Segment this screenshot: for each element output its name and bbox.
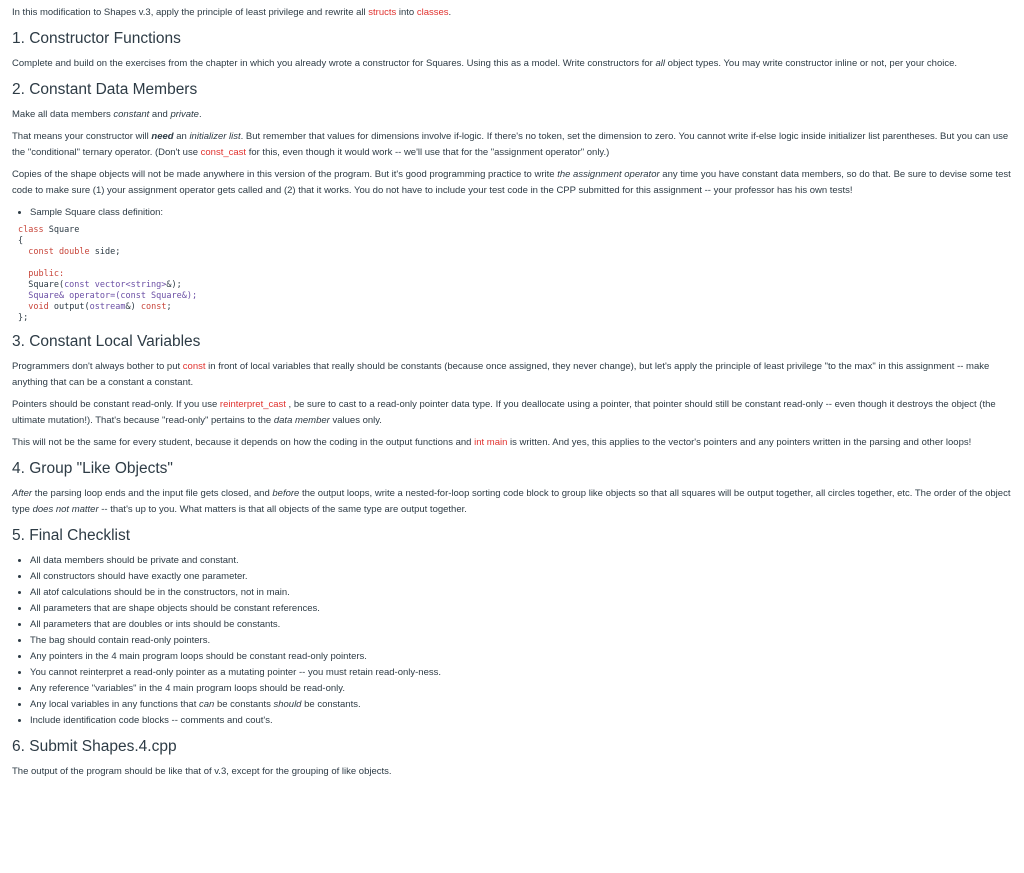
checklist-item: • The bag should contain read-only pointers. [30,633,1012,649]
code-token: const double [18,247,90,257]
emphasis: should [273,699,302,710]
text: . But remember that values for dimensions involve if-logic. If there's no token, set the dimension to zero. You cannot write if-else logic inside initializer list parentheses. But you can use the "conditional" ternary operator. (Don't use [12,131,1009,158]
structs-keyword: structs [368,7,397,18]
checklist-item: • Include identification code blocks -- comments and cout's. [30,713,1012,729]
code-token: { [18,236,24,246]
emphasis: private [170,109,199,120]
text: Make all data members [12,109,114,120]
section-heading-final-checklist: 5. Final Checklist [12,527,131,544]
text: , be sure to cast to a read-only pointer data type. If you deallocate using a pointer, that pointer should still be constant read-only -- even though it destroys the object (the ultimate mutation!). That's because "read-only" pertains to the [12,399,996,426]
intro-text: In this modification to Shapes v.3, apply the principle of least privilege and rewrite all [12,7,369,18]
text: This will not be the same for every student, because it depends on how the coding in the output functions and [12,437,475,448]
section-heading-constructors: 1. Constructor Functions [12,30,181,47]
sample-list [12,205,1012,221]
const-cast-keyword: const_cast [200,147,247,158]
section-heading-constant-data-members: 2. Constant Data Members [12,81,198,98]
strong-emphasis: need [151,131,174,142]
text: and [149,109,171,120]
code-token: ostream [89,302,126,312]
int-main-keyword: int main [474,437,508,448]
classes-keyword: classes [416,7,449,18]
text: . [198,109,202,120]
emphasis: initializer list [189,131,241,142]
code-token: Square [43,225,80,235]
checklist [12,553,1012,729]
code-token: side; [89,247,121,257]
code-token: Square& operator=(const Square&); [18,291,198,301]
text: values only. [329,415,382,426]
code-token: public: [18,269,65,279]
text: for this, even though it would work -- we'll use that for the "assignment operator" only.) [246,147,610,158]
list-item: • Sample Square class definition: [30,205,1012,221]
code-block-square-class [18,225,1012,324]
emphasis: does not matter [32,504,99,515]
text: Copies of the shape objects will not be made anywhere in this version of the program. But it's good programming practice to write [12,169,558,180]
const-keyword: const [182,361,206,372]
reinterpret-cast-keyword: reinterpret_cast [219,399,286,410]
text: any time you have constant data members, so do that. Be sure to devise some test code to make sure (1) your assignment operator gets called and (2) that it works. You do not have to include your test code in the CPP submitted for this assignment -- your professor has his own tests! [12,169,1011,196]
intro-paragraph [12,5,1012,21]
intro-text-end: . [448,7,452,18]
local-variables-paragraph-1 [12,359,1012,391]
checklist-item: • All parameters that are doubles or ints should be constants. [30,617,1012,633]
text: Pointers should be constant read-only. If you use [12,399,220,410]
text: Any local variables in any functions that [30,699,199,710]
text: the parsing loop ends and the input file gets closed, and [32,488,273,499]
code-token: }; [18,313,29,323]
text: Complete and build on the exercises from the chapter in which you already wrote a constructor for Squares. Using this as a model. Write constructors for [12,58,656,69]
text: is written. And yes, this applies to the vector's pointers and any pointers written in the parsing and other loops! [507,437,972,448]
emphasis: before [272,488,300,499]
code-token: void [18,302,49,312]
data-members-paragraph-1 [12,107,1012,123]
emphasis: can [198,699,215,710]
submit-paragraph: The output of the program should be like that of v.3, except for the grouping of like objects. [12,766,392,777]
text: -- that's up to you. What matters is that all objects of the same type are output together. [98,504,467,515]
checklist-item: • All atof calculations should be in the constructors, not in main. [30,585,1012,601]
checklist-item: • Any reference "variables" in the 4 main program loops should be read-only. [30,681,1012,697]
text: an [173,131,190,142]
text: be constants. [301,699,361,710]
section-heading-constant-local-variables: 3. Constant Local Variables [12,333,201,350]
checklist-item: • All data members should be private and constant. [30,553,1012,569]
emphasis: After [12,488,33,499]
emphasis: all [655,58,666,69]
code-token: output( [48,302,90,312]
section-heading-group-like-objects: 4. Group "Like Objects" [12,460,173,477]
text: That means your constructor will [12,131,152,142]
local-variables-paragraph-3 [12,435,1012,451]
emphasis: constant [113,109,150,120]
text: object types. You may write constructor inline or not, per your choice. [665,58,958,69]
checklist-item: • Any pointers in the 4 main program loops should be constant read-only pointers. [30,649,1012,665]
code-token: &); [166,280,182,290]
section-heading-submit: 6. Submit Shapes.4.cpp [12,738,177,755]
code-token: ; [166,302,172,312]
checklist-item: • You cannot reinterpret a read-only pointer as a mutating pointer -- you must retain read-only-ness. [30,665,1012,681]
emphasis: data member [273,415,330,426]
checklist-item [30,697,1012,713]
text: in front of local variables that really should be constants (because once assigned, they never change), but let's apply the principle of least privilege "to the max" in this assignment -- make anything that can be a constant a constant. [12,361,990,388]
code-token: Square( [18,280,65,290]
group-objects-paragraph [12,486,1012,518]
emphasis: the assignment operator [557,169,660,180]
data-members-paragraph-2 [12,129,1012,161]
code-token: class [18,225,44,235]
data-members-paragraph-3 [12,167,1012,199]
text: Programmers don't always bother to put [12,361,183,372]
constructors-paragraph [12,56,1012,72]
code-token: const vector<string> [64,280,167,290]
local-variables-paragraph-2 [12,397,1012,429]
code-token: &) [125,302,141,312]
text: the output loops, write a nested-for-loop sorting code block to group like objects so that all squares will be output together, all circles together, etc. The order of the object type [12,488,1011,515]
checklist-item: • All constructors should have exactly one parameter. [30,569,1012,585]
intro-text-mid: into [396,7,417,18]
code-token: const [140,302,167,312]
checklist-item: • All parameters that are shape objects should be constant references. [30,601,1012,617]
text: be constants [214,699,274,710]
